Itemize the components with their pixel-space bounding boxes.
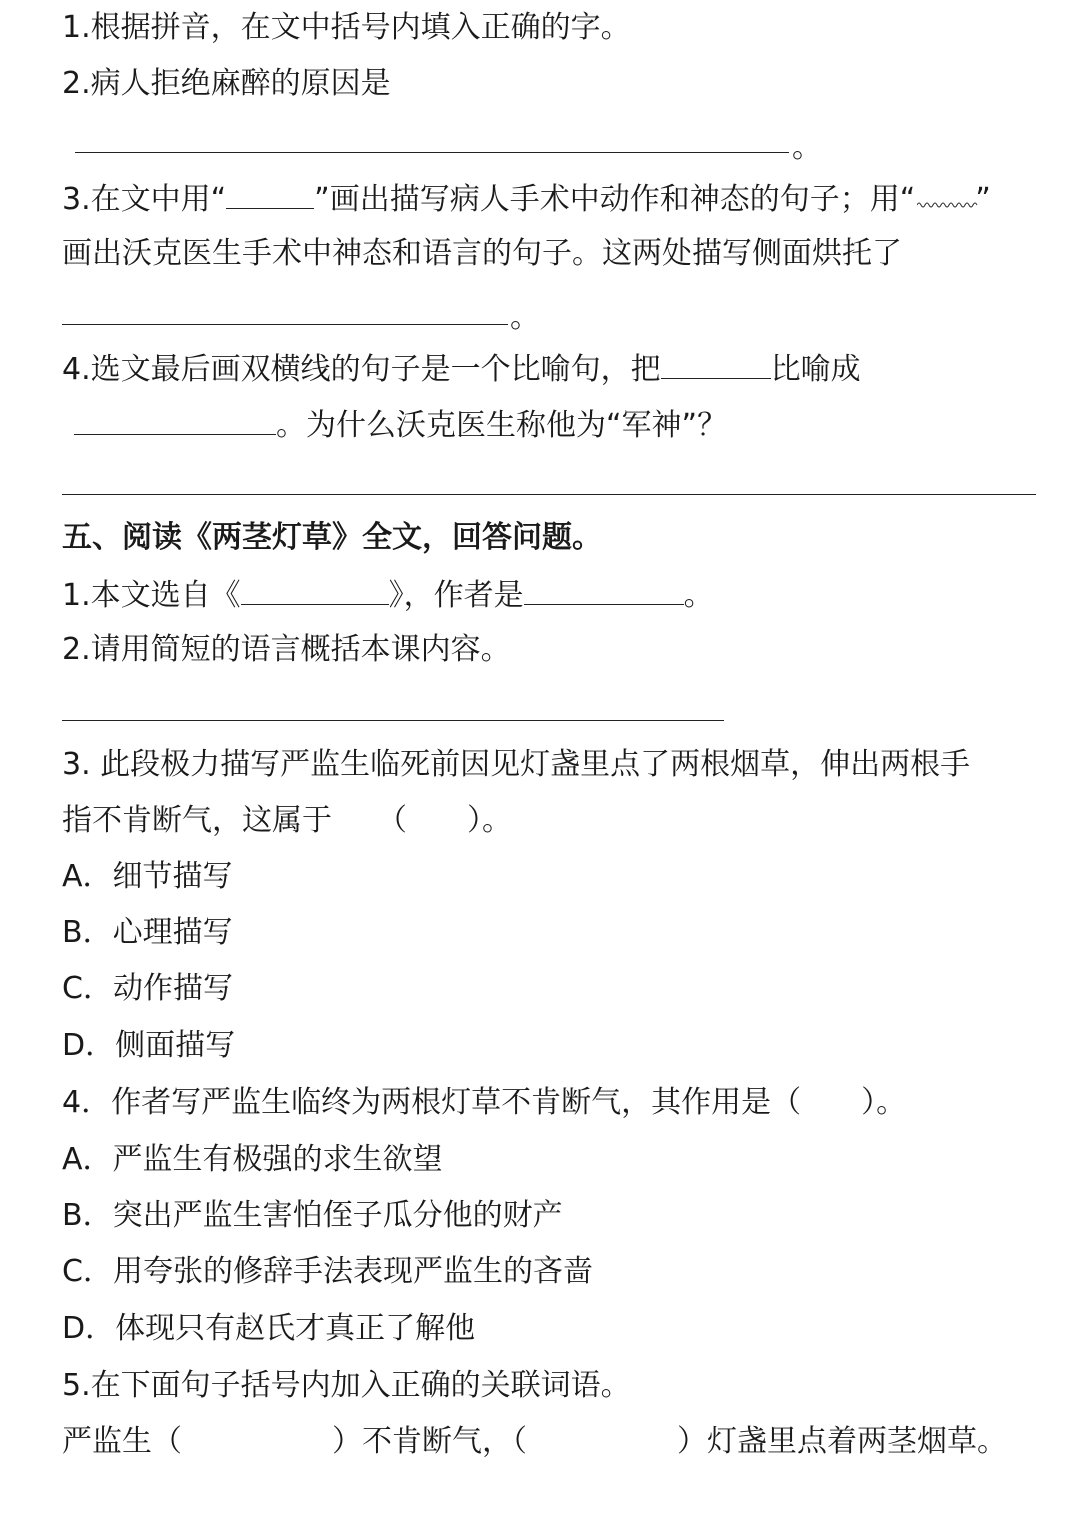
q3-line1 (62, 178, 991, 220)
q3-part-a: 3.在文中用“ (62, 182, 227, 217)
q1-text: 1.根据拼音，在文中括号内填入正确的字。 (62, 10, 631, 45)
q4-line1 (62, 348, 861, 390)
q2-period: 。 (792, 130, 822, 165)
q4-line2 (74, 404, 727, 446)
q4-part-a: 4.选文最后画双横线的句子是一个比喻句，把 (62, 352, 661, 387)
s4-option-c: C．用夸张的修辞手法表现严监生的吝啬 (62, 1254, 593, 1289)
q3-part-c: ” (975, 182, 991, 217)
q3-period: 。 (510, 300, 540, 335)
s1-part-b: 》，作者是 (388, 578, 524, 613)
q3-line2: 画出沃克医生手术中神态和语言的句子。这两处描写侧面烘托了 (62, 236, 902, 271)
section-heading: 五、阅读《两茎灯草》全文，回答问题。 (62, 520, 602, 555)
q3-straight-line-sample (226, 178, 314, 209)
s1-part-a: 1.本文选自《 (62, 578, 241, 613)
s3-option-a: A．细节描写 (62, 859, 233, 894)
q4-part-b: 比喻成 (770, 352, 861, 387)
q4-blank-2[interactable] (74, 404, 276, 435)
s3-option-d: D．侧面描写 (62, 1028, 236, 1063)
s5-text: 5.在下面句子括号内加入正确的关联词语。 (62, 1368, 631, 1403)
s3-line1: 3. 此段极力描写严监生临死前因见灯盏里点了两根烟草，伸出两根手 (62, 747, 971, 782)
s1-part-c: 。 (683, 578, 714, 613)
q3-part-b: ”画出描写病人手术中动作和神态的句子；用“ (314, 182, 916, 217)
q3-answer-line[interactable] (62, 324, 508, 325)
s4-option-d: D．体现只有赵氏才真正了解他 (62, 1311, 476, 1346)
q2-answer-line[interactable] (75, 152, 789, 153)
s5-sentence: 严监生（ ）不肯断气，（ ）灯盏里点着两茎烟草。 (62, 1424, 1007, 1459)
q4-part-c: 。为什么沃克医生称他为“军神”？ (276, 408, 728, 443)
s1-blank-author[interactable] (524, 574, 684, 605)
s2-answer-line[interactable] (62, 720, 724, 721)
s3-line2: 指不肯断气，这属于 （ ）。 (62, 803, 512, 838)
s1-text (62, 574, 714, 616)
s4-option-b: B．突出严监生害怕侄子瓜分他的财产 (62, 1198, 563, 1233)
s3-option-c: C．动作描写 (62, 971, 233, 1006)
wavy-line-icon (915, 179, 975, 209)
s4-option-a: A．严监生有极强的求生欲望 (62, 1142, 443, 1177)
q4-blank-1[interactable] (661, 348, 771, 379)
q2-text: 2.病人拒绝麻醉的原因是 (62, 66, 391, 101)
q4-answer-line[interactable] (62, 494, 1036, 495)
s2-text: 2.请用简短的语言概括本课内容。 (62, 632, 511, 667)
s4-text: 4．作者写严监生临终为两根灯草不肯断气，其作用是（ ）。 (62, 1085, 907, 1120)
s1-blank-book[interactable] (241, 574, 389, 605)
s3-option-b: B．心理描写 (62, 915, 233, 950)
